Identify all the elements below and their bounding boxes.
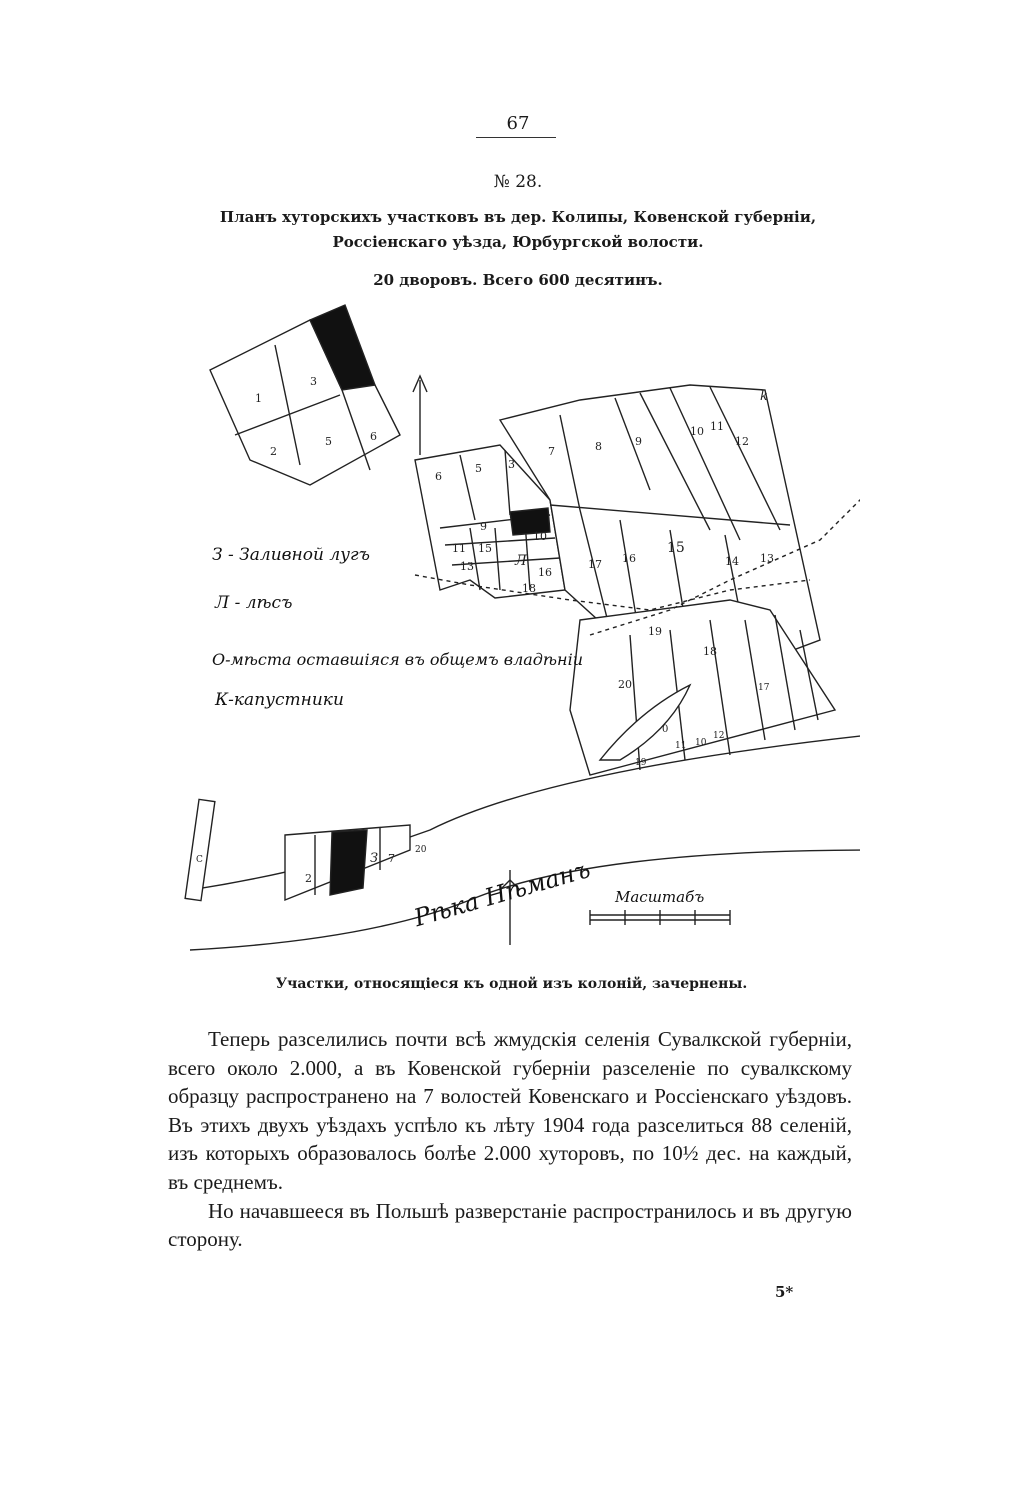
plan-stats: 20 дворовъ. Всего 600 десятинъ. (373, 271, 663, 289)
nw-label-3: 3 (310, 375, 317, 388)
center-label-forest: Л (515, 553, 527, 569)
strip-label-20: 20 (415, 845, 427, 855)
south-label-11: 11 (675, 741, 687, 751)
ne-label-15: 15 (667, 540, 685, 556)
ne-label-17: 17 (588, 558, 602, 571)
legend-forest: Л - лѣсъ (215, 593, 293, 613)
ne-label-11: 11 (710, 420, 724, 433)
khutor-plan-map (170, 290, 860, 970)
plan-number: № 28. (493, 172, 543, 192)
body-text (168, 1025, 852, 1254)
center-label-6: 6 (435, 470, 442, 483)
strip-label-7: 7 (388, 852, 395, 865)
scale-label: Масштабъ (615, 888, 705, 906)
south-label-19a: 19 (648, 625, 662, 638)
nw-label-6: 6 (370, 430, 377, 443)
ne-label-10: 10 (690, 425, 704, 438)
page-number-rule (476, 137, 556, 138)
body-paragraph-2: Но начавшееся въ Польшѣ разверстаніе распространилось и въ другую сторону. (168, 1198, 852, 1252)
center-label-9: 9 (480, 520, 487, 533)
legend-common-land: О-мѣста оставшіяся въ общемъ владѣніи (212, 650, 584, 669)
center-label-13: 13 (460, 560, 474, 573)
center-label-7: 7 (548, 445, 555, 458)
center-label-3: 3 (508, 458, 515, 471)
legend-meadow: З - Заливной лугъ (212, 545, 370, 565)
plan-caption (120, 205, 916, 255)
south-label-18: 18 (703, 645, 717, 658)
caption-line-1: Планъ хуторскихъ участковъ въ дер. Колипы, Ковенской губерніи, (219, 208, 817, 226)
center-label-11: 11 (452, 542, 466, 555)
nw-label-1: 1 (255, 392, 262, 405)
strip-label-2: 2 (305, 872, 312, 885)
ne-label-16: 16 (622, 552, 636, 565)
page-number: 67 (506, 113, 530, 134)
center-label-16: 16 (538, 566, 552, 579)
corner-label-k: k (760, 389, 768, 404)
south-label-0: 0 (662, 724, 669, 735)
south-label-17: 17 (758, 683, 770, 693)
center-label-5: 5 (475, 462, 482, 475)
river-strip-blackened-plot (330, 830, 367, 895)
center-label-15: 15 (478, 542, 492, 555)
river-label: Рѣка Нѣманъ (410, 855, 594, 933)
map-note: Участки, относящіеся къ одной изъ колоній, зачернены. (275, 976, 748, 992)
south-label-10: 10 (695, 738, 707, 748)
ne-label-8: 8 (595, 440, 602, 453)
ne-label-12: 12 (735, 435, 749, 448)
center-label-10: 10 (533, 530, 547, 543)
ne-label-9: 9 (635, 435, 642, 448)
signature-mark: 5* (775, 1283, 794, 1301)
caption-line-2: Россіенскаго уѣзда, Юрбургской волости. (332, 233, 704, 251)
south-label-19b: 19 (635, 758, 647, 768)
nw-label-5: 5 (325, 435, 332, 448)
south-label-20: 20 (618, 678, 632, 691)
legend-cabbage-plots: К-капустники (215, 690, 344, 710)
center-label-18: 18 (522, 582, 536, 595)
strip-label-s: С (196, 855, 203, 865)
strip-label-meadow: З (370, 851, 379, 866)
nw-label-2: 2 (270, 445, 277, 458)
nw-plot-block (210, 320, 400, 485)
south-label-12: 12 (713, 731, 725, 741)
ne-label-14: 14 (725, 555, 739, 568)
body-paragraph-1: Теперь разселились почти всѣ жмудскія селенія Сувалкской губерніи, всего около 2.000, а въ Ковенской губерніи разселеніе по сувалкскому образцу распространено на 7 волостей Ковенскаго и Россіенскаго уѣздовъ. Въ этихъ двухъ уѣздахъ успѣло къ лѣту 1904 года разселиться 88 селеній, изъ которыхъ образовалось болѣе 2.000 хуторовъ, по 10½ дес. на каждый, въ среднемъ. (168, 1027, 852, 1194)
narrow-plot (185, 799, 215, 900)
ne-label-13: 13 (760, 552, 774, 565)
